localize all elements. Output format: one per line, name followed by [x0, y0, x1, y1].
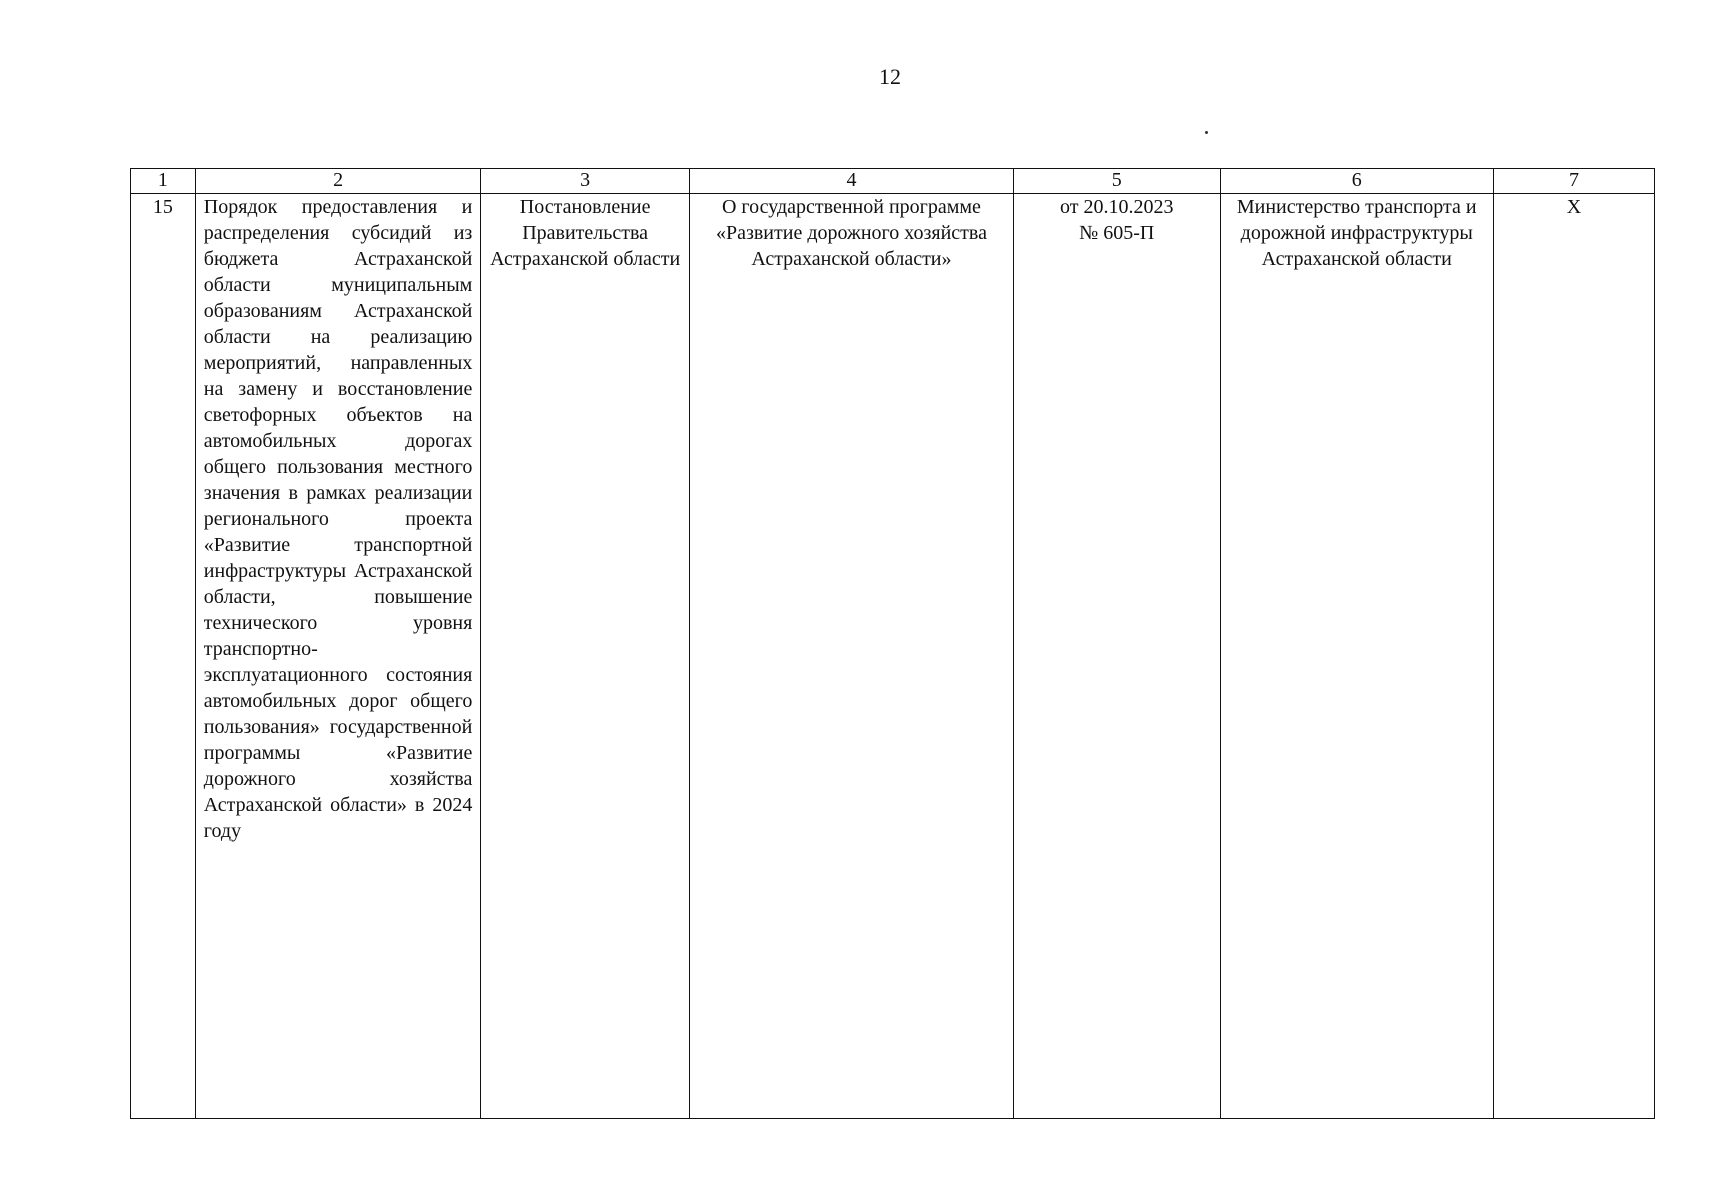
column-header-6: 6: [1220, 169, 1493, 194]
document-title-cell: О государственной программе «Развитие дорожного хозяйства Астраханской области»: [689, 194, 1013, 1119]
mark-cell: X: [1493, 194, 1654, 1119]
document-table: [130, 168, 1655, 1119]
column-header-1: 1: [131, 169, 196, 194]
row-number-cell: 15: [131, 194, 196, 1119]
document-date: от 20.10.2023: [1060, 196, 1174, 218]
column-header-4: 4: [689, 169, 1013, 194]
column-header-5: 5: [1013, 169, 1220, 194]
scan-speck: [1205, 131, 1208, 134]
document-type-cell: Постановление Правительства Астраханской области: [481, 194, 690, 1119]
column-header-3: 3: [481, 169, 690, 194]
document-number: № 605-П: [1079, 222, 1155, 244]
table-header-row: [131, 169, 1655, 194]
document-date-cell: [1013, 194, 1220, 1119]
responsible-authority-cell: Министерство транспорта и дорожной инфраструктуры Астраханской области: [1220, 194, 1493, 1119]
table-row: [131, 194, 1655, 1119]
column-header-2: 2: [195, 169, 481, 194]
page-number: 12: [879, 64, 901, 89]
subsidy-procedure-cell: Порядок предоставления и распределения субсидий из бюджета Астраханской области муниципальным образованиям Астраханской области на реализацию мероприятий, направленных на замену и восстановление светофорных объектов на автомобильных дорогах общего пользования местного значения в рамках реализации регионального проекта «Развитие транспортной инфраструктуры Астраханской области, повышение технического уровня транспортно-эксплуатационного состояния автомобильных дорог общего пользования» государственной программы «Развитие дорожного хозяйства Астраханской области» в 2024 году: [195, 194, 481, 1119]
column-header-7: 7: [1493, 169, 1654, 194]
